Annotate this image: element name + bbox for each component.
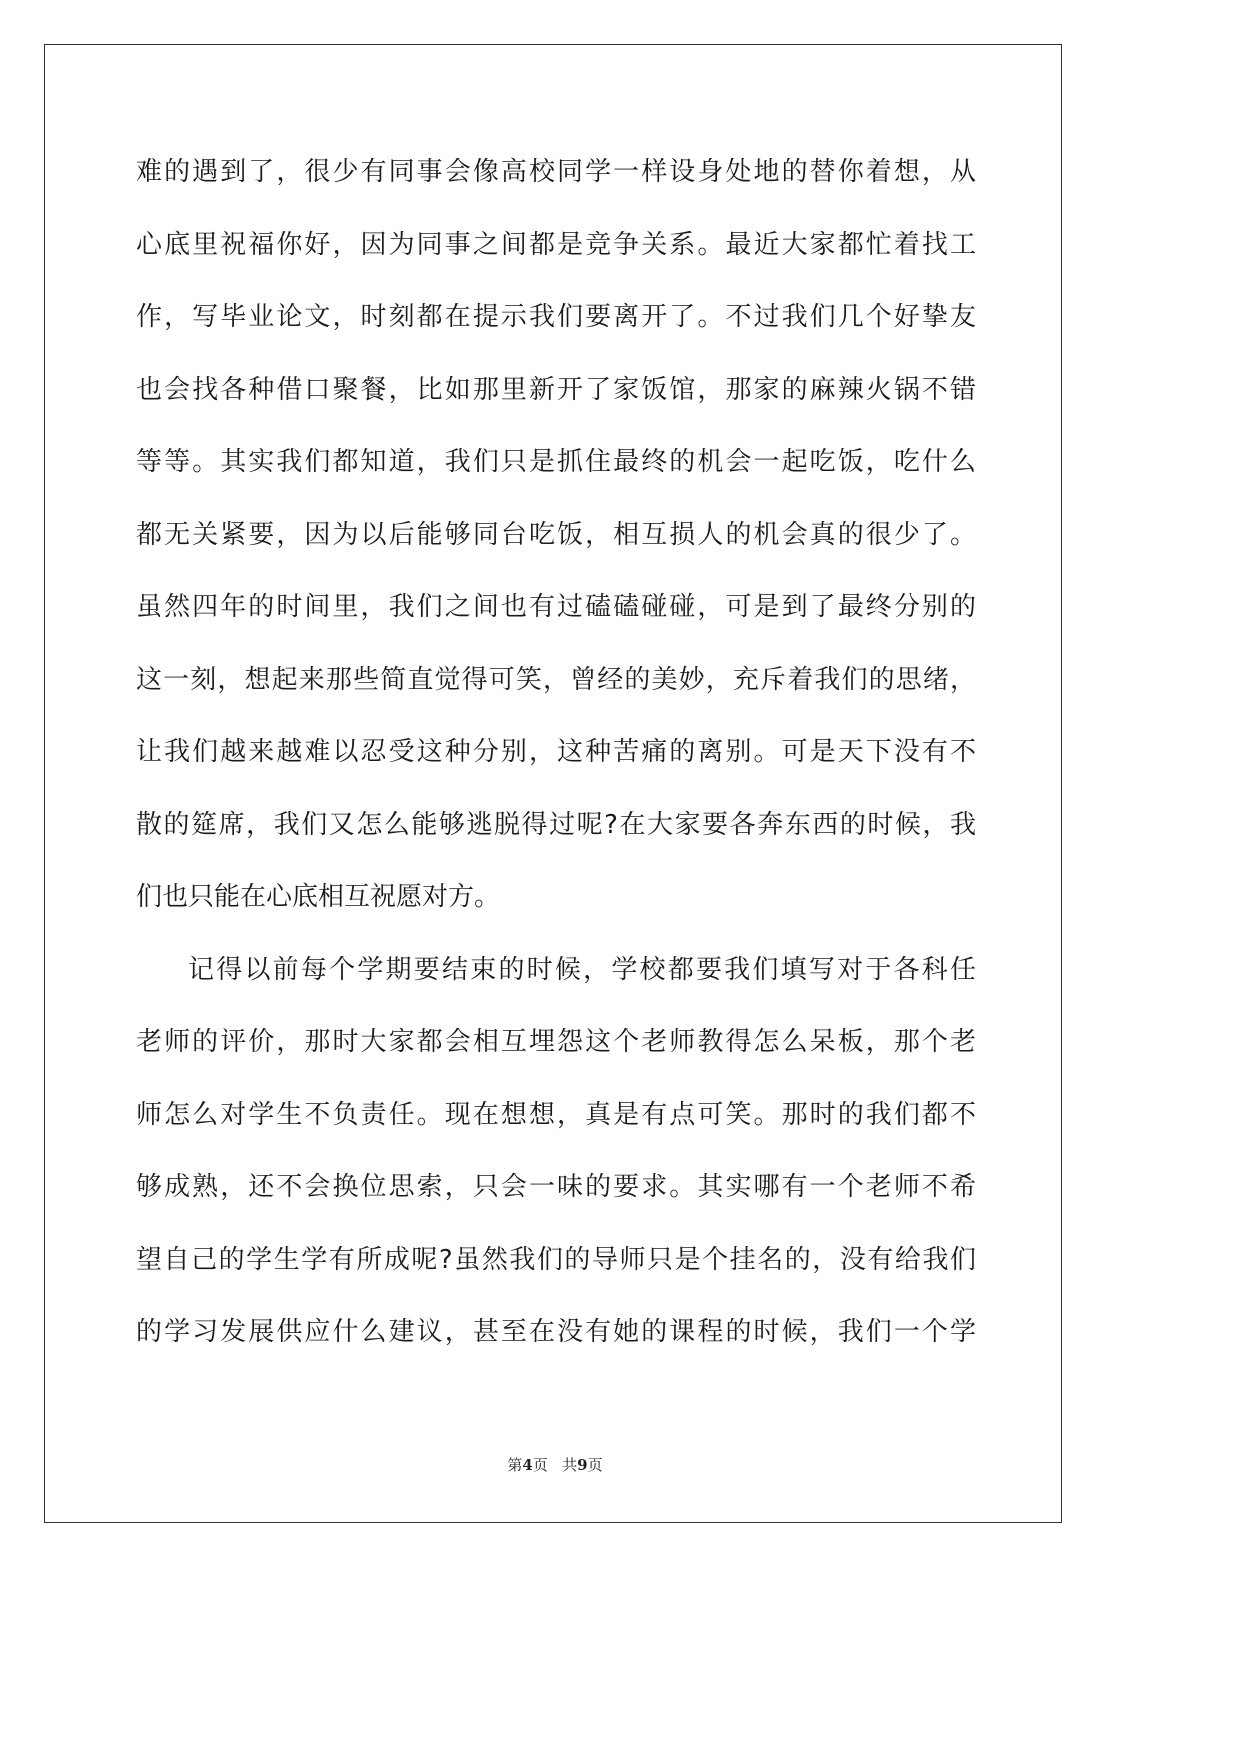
footer-prefix: 第 [507,1456,523,1474]
text-line: 记得以前每个学期要结束的时候，学校都要我们填写对于各科任 [188,954,976,985]
text-line: 都无关紧要，因为以后能够同台吃饭，相互损人的机会真的很少了。 [136,519,976,550]
footer-total-prefix: 共 [562,1456,578,1474]
text-line: 师怎么对学生不负责任。现在想想，真是有点可笑。那时的我们都不 [136,1099,976,1130]
text-line: 老师的评价，那时大家都会相互埋怨这个老师教得怎么呆板，那个老 [136,1027,976,1057]
text-line: 让我们越来越难以忍受这种分别，这种苦痛的离别。可是天下没有不 [136,737,976,767]
text-line: 的学习发展供应什么建议，甚至在没有她的课程的时候，我们一个学 [136,1317,976,1347]
text-line: 作，写毕业论文，时刻都在提示我们要离开了。不过我们几个好挚友 [136,302,976,332]
text-line: 们也只能在心底相互祝愿对方。 [136,882,501,912]
footer-total-suffix: 页 [587,1456,603,1474]
text-line: 难的遇到了，很少有同事会像高校同学一样设身处地的替你着想，从 [136,157,976,187]
text-line: 也会找各种借口聚餐，比如那里新开了家饭馆，那家的麻辣火锅不错 [136,374,976,405]
text-line: 这一刻，想起来那些简直觉得可笑，曾经的美妙，充斥着我们的思绪， [136,664,976,695]
text-line: 望自己的学生学有所成呢?虽然我们的导师只是个挂名的，没有给我们 [136,1244,976,1275]
footer-page-word: 页 [532,1456,548,1474]
text-line: 散的筵席，我们又怎么能够逃脱得过呢?在大家要各奔东西的时候，我 [136,809,976,840]
page-footer [0,1454,1110,1475]
text-line: 等等。其实我们都知道，我们只是抓住最终的机会一起吃饭，吃什么 [136,447,976,477]
body-text [136,136,976,1369]
total-pages-number: 9 [577,1456,588,1474]
text-line: 够成熟，还不会换位思索，只会一味的要求。其实哪有一个老师不希 [136,1172,976,1202]
text-line: 心底里祝福你好，因为同事之间都是竞争关系。最近大家都忙着找工 [136,229,976,260]
text-line: 虽然四年的时间里，我们之间也有过磕磕碰碰，可是到了最终分别的 [136,592,976,622]
current-page-number: 4 [522,1456,533,1474]
